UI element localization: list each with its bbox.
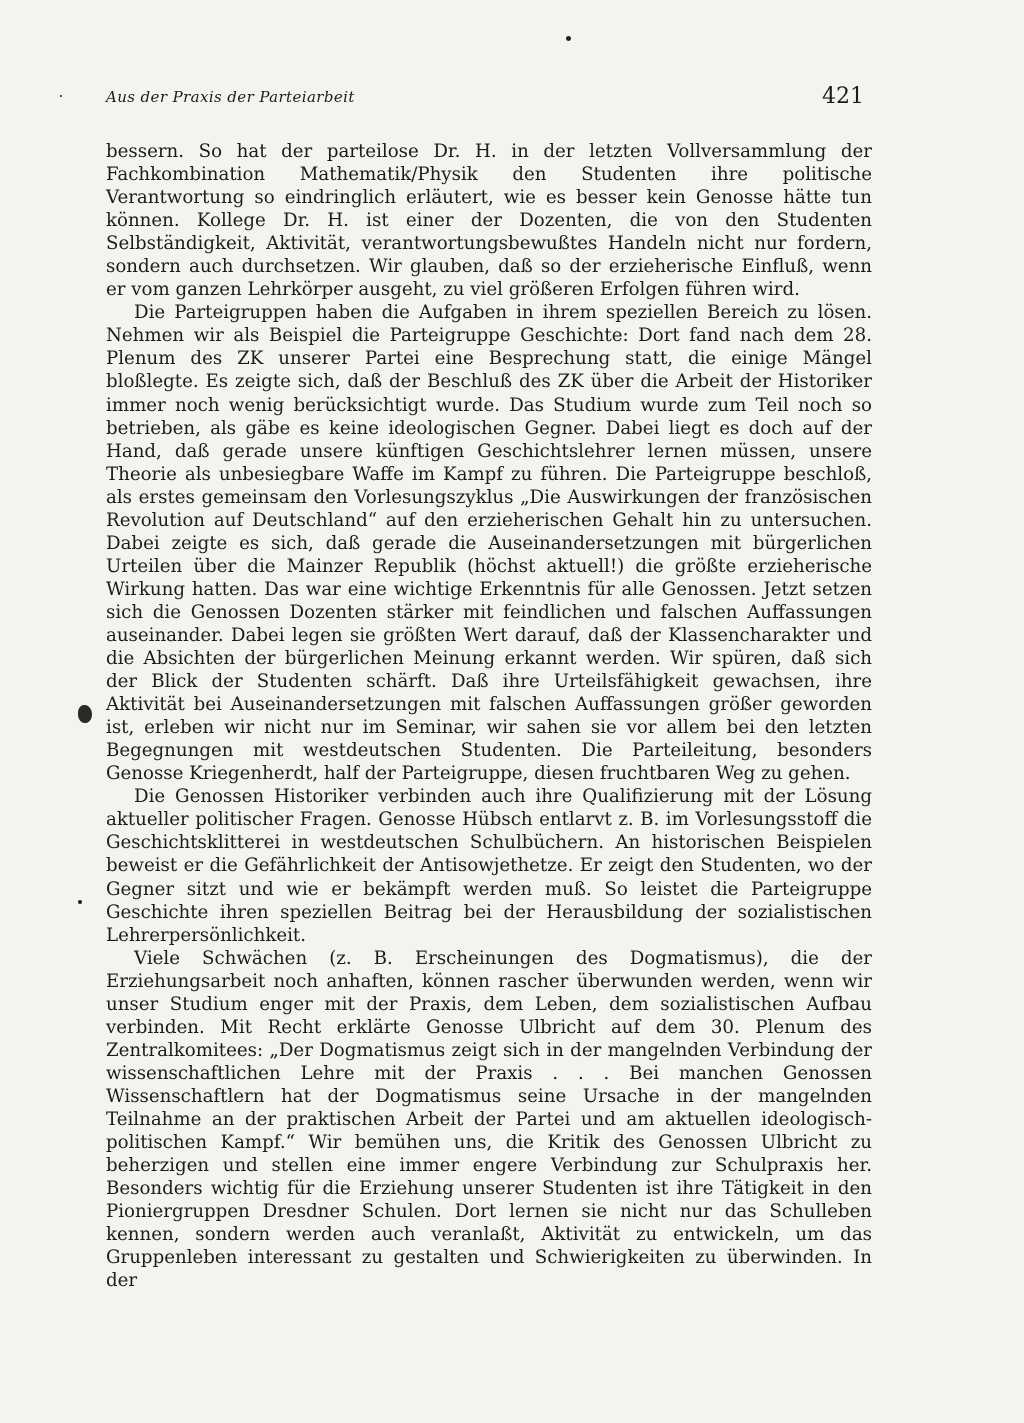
ink-speck	[566, 36, 571, 41]
body-text	[106, 140, 872, 1292]
ink-blot-mark	[78, 705, 92, 723]
running-head: Aus der Praxis der Parteiarbeit	[106, 88, 355, 106]
page-number: 421	[822, 84, 864, 109]
ink-speck	[78, 900, 82, 904]
ink-speck	[60, 95, 62, 97]
paragraph: Die Genossen Historiker verbinden auch ihre Qualifizierung mit der Lösung aktueller politischer Fragen. Genosse Hübsch entlarvt z. B. im Vorlesungsstoff die Geschichtsklitterei in westdeutschen Schulbüchern. An historischen Beispielen beweist er die Gefährlichkeit der Antisowjethetze. Er zeigt den Studenten, wo der Gegner sitzt und wie er bekämpft werden muß. So leistet die Parteigruppe Geschichte ihren speziellen Beitrag bei der Herausbildung der sozialistischen Lehrerpersönlichkeit.	[106, 786, 872, 946]
paragraph: Die Parteigruppen haben die Aufgaben in ihrem speziellen Bereich zu lösen. Nehmen wir als Beispiel die Parteigruppe Geschichte: Dort fand nach dem 28. Plenum des ZK unserer Partei eine Besprechung statt, die einige Mängel bloßlegte. Es zeigte sich, daß der Beschluß des ZK über die Arbeit der Historiker immer noch wenig berücksichtigt wurde. Das Studium wurde zum Teil noch so betrieben, als gäbe es keine ideologischen Gegner. Dabei liegt es doch auf der Hand, daß gerade unsere künftigen Geschichtslehrer lernen müssen, unsere Theorie als unbesiegbare Waffe im Kampf zu führen. Die Parteigruppe beschloß, als erstes gemeinsam den Vorlesungszyklus „Die Auswirkungen der französischen Revolution auf Deutschland“ auf den erzieherischen Gehalt hin zu untersuchen. Dabei zeigte es sich, daß gerade die Auseinandersetzungen mit bürgerlichen Urteilen über die Mainzer Republik (höchst aktuell!) die größte erzieherische Wirkung hatten. Das war eine wichtige Erkenntnis für alle Genossen. Jetzt setzen sich die Genossen Dozenten stärker mit feindlichen und falschen Auffassungen auseinander. Dabei legen sie größten Wert darauf, daß der Klassencharakter und die Absichten der bürgerlichen Meinung erkannt werden. Wir spüren, daß sich der Blick der Studenten schärft. Daß ihre Urteilsfähigkeit gewachsen, ihre Aktivität bei Auseinandersetzungen mit falschen Auffassungen größer geworden ist, erleben wir nicht nur im Seminar, wir sahen sie vor allem bei den letzten Begegnungen mit westdeutschen Studenten. Die Parteileitung, besonders Genosse Kriegenherdt, half der Parteigruppe, diesen fruchtbaren Weg zu gehen.	[106, 302, 872, 785]
paragraph: Viele Schwächen (z. B. Erscheinungen des Dogmatismus), die der Erziehungsarbeit noch anhaften, können rascher überwunden werden, wenn wir unser Studium enger mit der Praxis, dem Leben, dem sozialistischen Aufbau verbinden. Mit Recht erklärte Genosse Ulbricht auf dem 30. Plenum des Zentralkomitees: „Der Dogmatismus zeigt sich in der mangelnden Verbindung der wissenschaftlichen Lehre mit der Praxis . . . Bei manchen Genossen Wissenschaftlern hat der Dogmatismus seine Ursache in der mangelnden Teilnahme an der praktischen Arbeit der Partei und am aktuellen ideologisch-politischen Kampf.“ Wir bemühen uns, die Kritik des Genossen Ulbricht zu beherzigen und stellen eine immer engere Verbindung zur Schulpraxis her. Besonders wichtig für die Erziehung unserer Studenten ist ihre Tätigkeit in den Pioniergruppen Dresdner Schulen. Dort lernen sie nicht nur das Schulleben kennen, sondern werden auch veranlaßt, Aktivität zu entwickeln, um das Gruppenleben interessant zu gestalten und Schwierigkeiten zu überwinden. In der	[106, 947, 872, 1292]
paragraph: bessern. So hat der parteilose Dr. H. in der letzten Vollversammlung der Fachkombination Mathematik/Physik den Studenten ihre politische Verantwortung so eindringlich erläutert, wie es besser kein Genosse hätte tun können. Kollege Dr. H. ist einer der Dozenten, die von den Studenten Selbständigkeit, Aktivität, verantwortungsbewußtes Handeln nicht nur fordern, sondern auch durchsetzen. Wir glauben, daß so der erzieherische Einfluß, wenn er vom ganzen Lehrkörper ausgeht, zu viel größeren Erfolgen führen wird.	[106, 141, 872, 301]
